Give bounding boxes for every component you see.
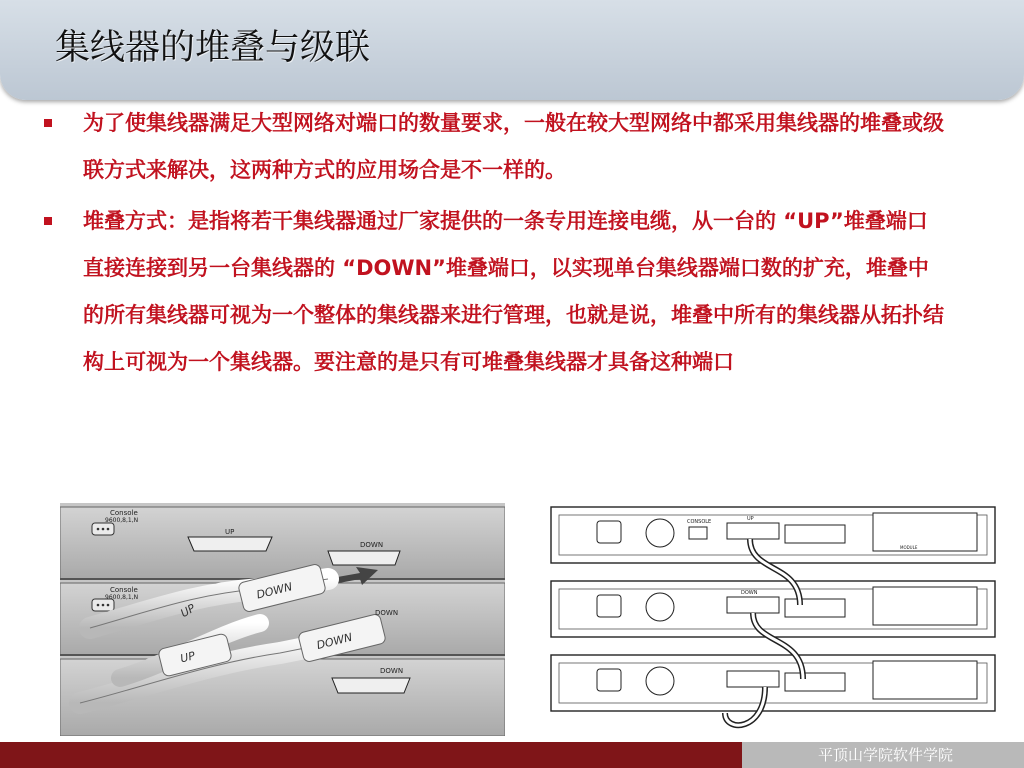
square-bullet-icon [44, 119, 52, 127]
hub-unit [551, 507, 995, 563]
footer-institution: 平顶山学院软件学院 [818, 746, 954, 764]
down-label: DOWN [741, 590, 758, 596]
up-port-icon [727, 523, 779, 539]
fan-icon [646, 519, 674, 547]
fan-icon [646, 593, 674, 621]
slide-title: 集线器的堆叠与级联 [55, 28, 371, 68]
console-port-icon [92, 523, 114, 535]
cable-up-label: UP [178, 601, 198, 621]
expansion-module-slot [873, 513, 977, 551]
stacking-photo [60, 503, 505, 736]
bullet-item [44, 198, 944, 386]
stacking-diagram-drawing [545, 503, 1000, 736]
down-port-icon [727, 597, 779, 613]
up-port-icon [188, 537, 272, 551]
console-port-icon [689, 527, 707, 539]
stacking-diagram [545, 503, 1000, 736]
up-label: UP [225, 528, 235, 536]
down-label: DOWN [380, 667, 404, 675]
hub-unit [551, 655, 995, 711]
cable-down-label: DOWN [255, 580, 294, 602]
hub-unit [551, 581, 995, 637]
expansion-module-slot [873, 587, 977, 625]
footer-red-band [0, 742, 742, 768]
console-label: CONSOLE [687, 519, 712, 525]
square-bullet-icon [44, 217, 52, 225]
up-label: UP [747, 516, 754, 522]
stacking-photo-drawing [60, 503, 505, 736]
down-label: DOWN [360, 541, 384, 549]
console-label: Console [110, 586, 138, 594]
console-label: Console [110, 509, 138, 517]
down-port-icon [332, 678, 410, 693]
cable-down-label: DOWN [315, 630, 354, 653]
power-socket-icon [597, 669, 621, 691]
fan-icon [646, 667, 674, 695]
title-bar [0, 0, 1024, 100]
console-sub-label: 9600,8,1,N [105, 594, 139, 601]
bullet-item [44, 100, 944, 194]
power-socket-icon [597, 595, 621, 617]
down-port-icon [328, 551, 400, 565]
module-label: MODULE [900, 545, 918, 550]
bullet-list [44, 100, 944, 386]
expansion-module-slot [873, 661, 977, 699]
console-sub-label: 9600,8,1,N [105, 517, 139, 524]
bullet-text: 为了使集线器满足大型网络对端口的数量要求，一般在较大型网络中都采用集线器的堆叠或级联方式来解决，这两种方式的应用场合是不一样的。 [83, 111, 944, 182]
down-port-icon [727, 671, 779, 687]
down-label: DOWN [375, 609, 399, 617]
power-socket-icon [597, 521, 621, 543]
bullet-text: 堆叠方式：是指将若干集线器通过厂家提供的一条专用连接电缆，从一台的 “UP”堆叠端口直接连接到另一台集线器的 “DOWN”堆叠端口，以实现单台集线器端口数的扩充，堆叠中的所有集线器可视为一个整体的集线器来进行管理，也就是说，堆叠中所有的集线器从拓扑结构上可视为一个集线器。要注意的是只有可堆叠集线器才具备这种端口 [83, 209, 944, 374]
cable-up-label: UP [178, 649, 197, 666]
